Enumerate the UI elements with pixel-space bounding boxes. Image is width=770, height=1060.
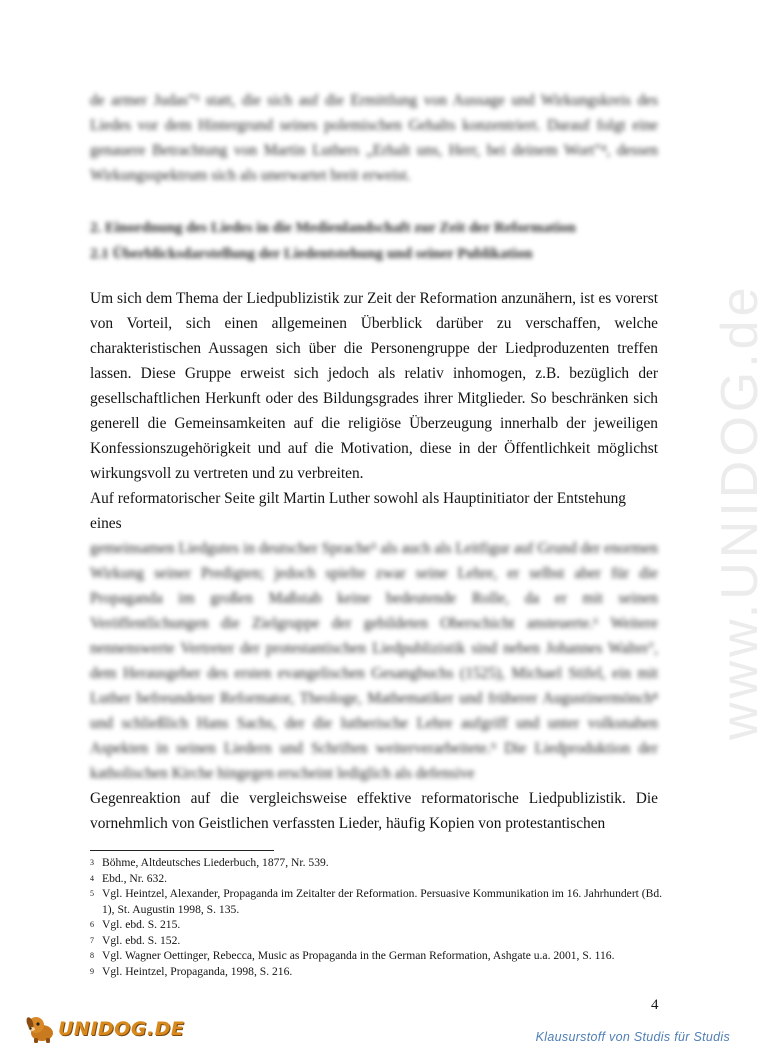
slogan: Klausurstoff von Studis für Studis bbox=[535, 1030, 730, 1044]
footnote-text: Ebd., Nr. 632. bbox=[102, 871, 168, 885]
footnote-text: Vgl. ebd. S. 152. bbox=[102, 933, 181, 947]
intro-blurred bbox=[90, 88, 658, 188]
dog-icon bbox=[24, 1014, 58, 1044]
logo-text: UNIDOG.DE bbox=[58, 1018, 185, 1040]
footnotes bbox=[90, 855, 670, 979]
footnote bbox=[90, 964, 670, 980]
footnote-number: 7 bbox=[90, 935, 94, 945]
paragraph-2-first-line: Auf reformatorischer Seite gilt Martin Luther sowohl als Hauptinitiator der Entstehung eines bbox=[90, 490, 626, 532]
footnote bbox=[90, 933, 670, 949]
footnote bbox=[90, 855, 670, 871]
unidog-logo[interactable] bbox=[24, 1014, 184, 1044]
footnote bbox=[90, 917, 670, 933]
footnote-number: 9 bbox=[90, 966, 94, 976]
intro-paragraph: de armer Judas”³ statt, die sich auf die Ermittlung von Aussage und Wirkungskreis des Liedes vor dem Hintergrund seines polemischen Gehalts konzentriert. Darauf folgt eine genauere Betrachtung von Martin Luthers „Erhalt uns, Herr, bei deinem Wort”⁴, dessen Wirkungsspektrum sich als unerwartet breit erweist. bbox=[90, 92, 658, 184]
paragraph-1: Um sich dem Thema der Liedpublizistik zur Zeit der Reformation anzunähern, ist es vorerst von Vorteil, sich einen allgemeinen Überblick darüber zu verschaffen, welche charakteristischen Aussagen sich über die Personengruppe der Liedproduzenten treffen lassen. Diese Gruppe erweist sich jedoch als relativ inhomogen, z.B. bezüglich der gesellschaftlichen Herkunft oder des Bildungsgrades ihrer Mitglieder. So beschränken sich generell die Gemeinsamkeiten auf die religiöse Überzeugung innerhalb der jeweiligen Konfessionszugehörigkeit und auf die Motivation, diese in der Öffentlichkeit möglichst wirkungsvoll zu vertreten und zu verbreiten. bbox=[90, 290, 658, 482]
footnote-number: 3 bbox=[90, 858, 94, 867]
footnote-text: Böhme, Altdeutsches Liederbuch, 1877, Nr. 539. bbox=[102, 856, 329, 869]
page-number: 4 bbox=[651, 997, 659, 1013]
footnote-text: Vgl. Wagner Oettinger, Rebecca, Music as Propaganda in the German Reformation, Ashgate u.a. 2001, S. 116. bbox=[102, 949, 615, 962]
watermark-text: www.UNIDOG.de bbox=[711, 283, 769, 740]
section-heading-2-1: 2.1 Überblicksdarstellung der Liedentstehung und seiner Publikation bbox=[90, 246, 533, 262]
footnote-separator bbox=[90, 850, 274, 851]
footnote bbox=[90, 948, 670, 964]
footnote-text: Vgl. ebd. S. 215. bbox=[102, 918, 181, 931]
footnote bbox=[90, 871, 670, 887]
footnote-number: 4 bbox=[90, 873, 94, 883]
section-headings bbox=[90, 215, 658, 267]
paragraph-3: Gegenreaktion auf die vergleichsweise effektive reformatorische Liedpublizistik. Die vornehmlich von Geistlichen verfassten Lieder, häufig Kopien von protestantischen bbox=[90, 790, 658, 832]
section-heading-2: 2. Einordnung des Liedes in die Medienlandschaft zur Zeit der Reformation bbox=[90, 220, 576, 236]
footnote-text: Vgl. Heintzel, Propaganda, 1998, S. 216. bbox=[102, 964, 293, 978]
footnote-number: 6 bbox=[90, 920, 94, 929]
footnote-text: Vgl. Heintzel, Alexander, Propaganda im Zeitalter der Reformation. Persuasive Kommunikation im 16. Jahrhundert (Bd. 1), St. Augustin 1998, S. 135. bbox=[102, 887, 663, 916]
paragraph-2-blurred: gemeinsamen Liedgutes in deutscher Sprache⁵ als auch als Leitfigur auf Grund der enormen Wirkung seiner Predigten; jedoch spielte zwar seine Lehre, er selbst aber für die Propaganda im großen Maßstab keine bedeutende Rolle, da er mit seinen Veröffentlichungen die Zielgruppe der gebildeten Oberschicht ansteuerte.⁶ Weitere nennenswerte Vertreter der protestantischen Liedpublizistik sind neben Johannes Walter⁷, dem Herausgeber des ersten evangelischen Gesangbuchs (1525), Michael Stifel, ein mit Luther befreundeter Reformator, Theologe, Mathematiker und früherer Augustinermönch⁸ und schließlich Hans Sachs, der die lutherische Lehre aufgriff und unter volksnahen Aspekten in seinen Liedern und Schriften weiterverarbeitete.⁹ Die Liedproduktion der katholischen Kirche hingegen erscheint lediglich als defensive bbox=[90, 540, 658, 782]
footnote bbox=[90, 886, 670, 917]
footnote-number: 5 bbox=[90, 889, 94, 898]
body-text bbox=[90, 286, 658, 836]
footnote-number: 8 bbox=[90, 951, 94, 960]
